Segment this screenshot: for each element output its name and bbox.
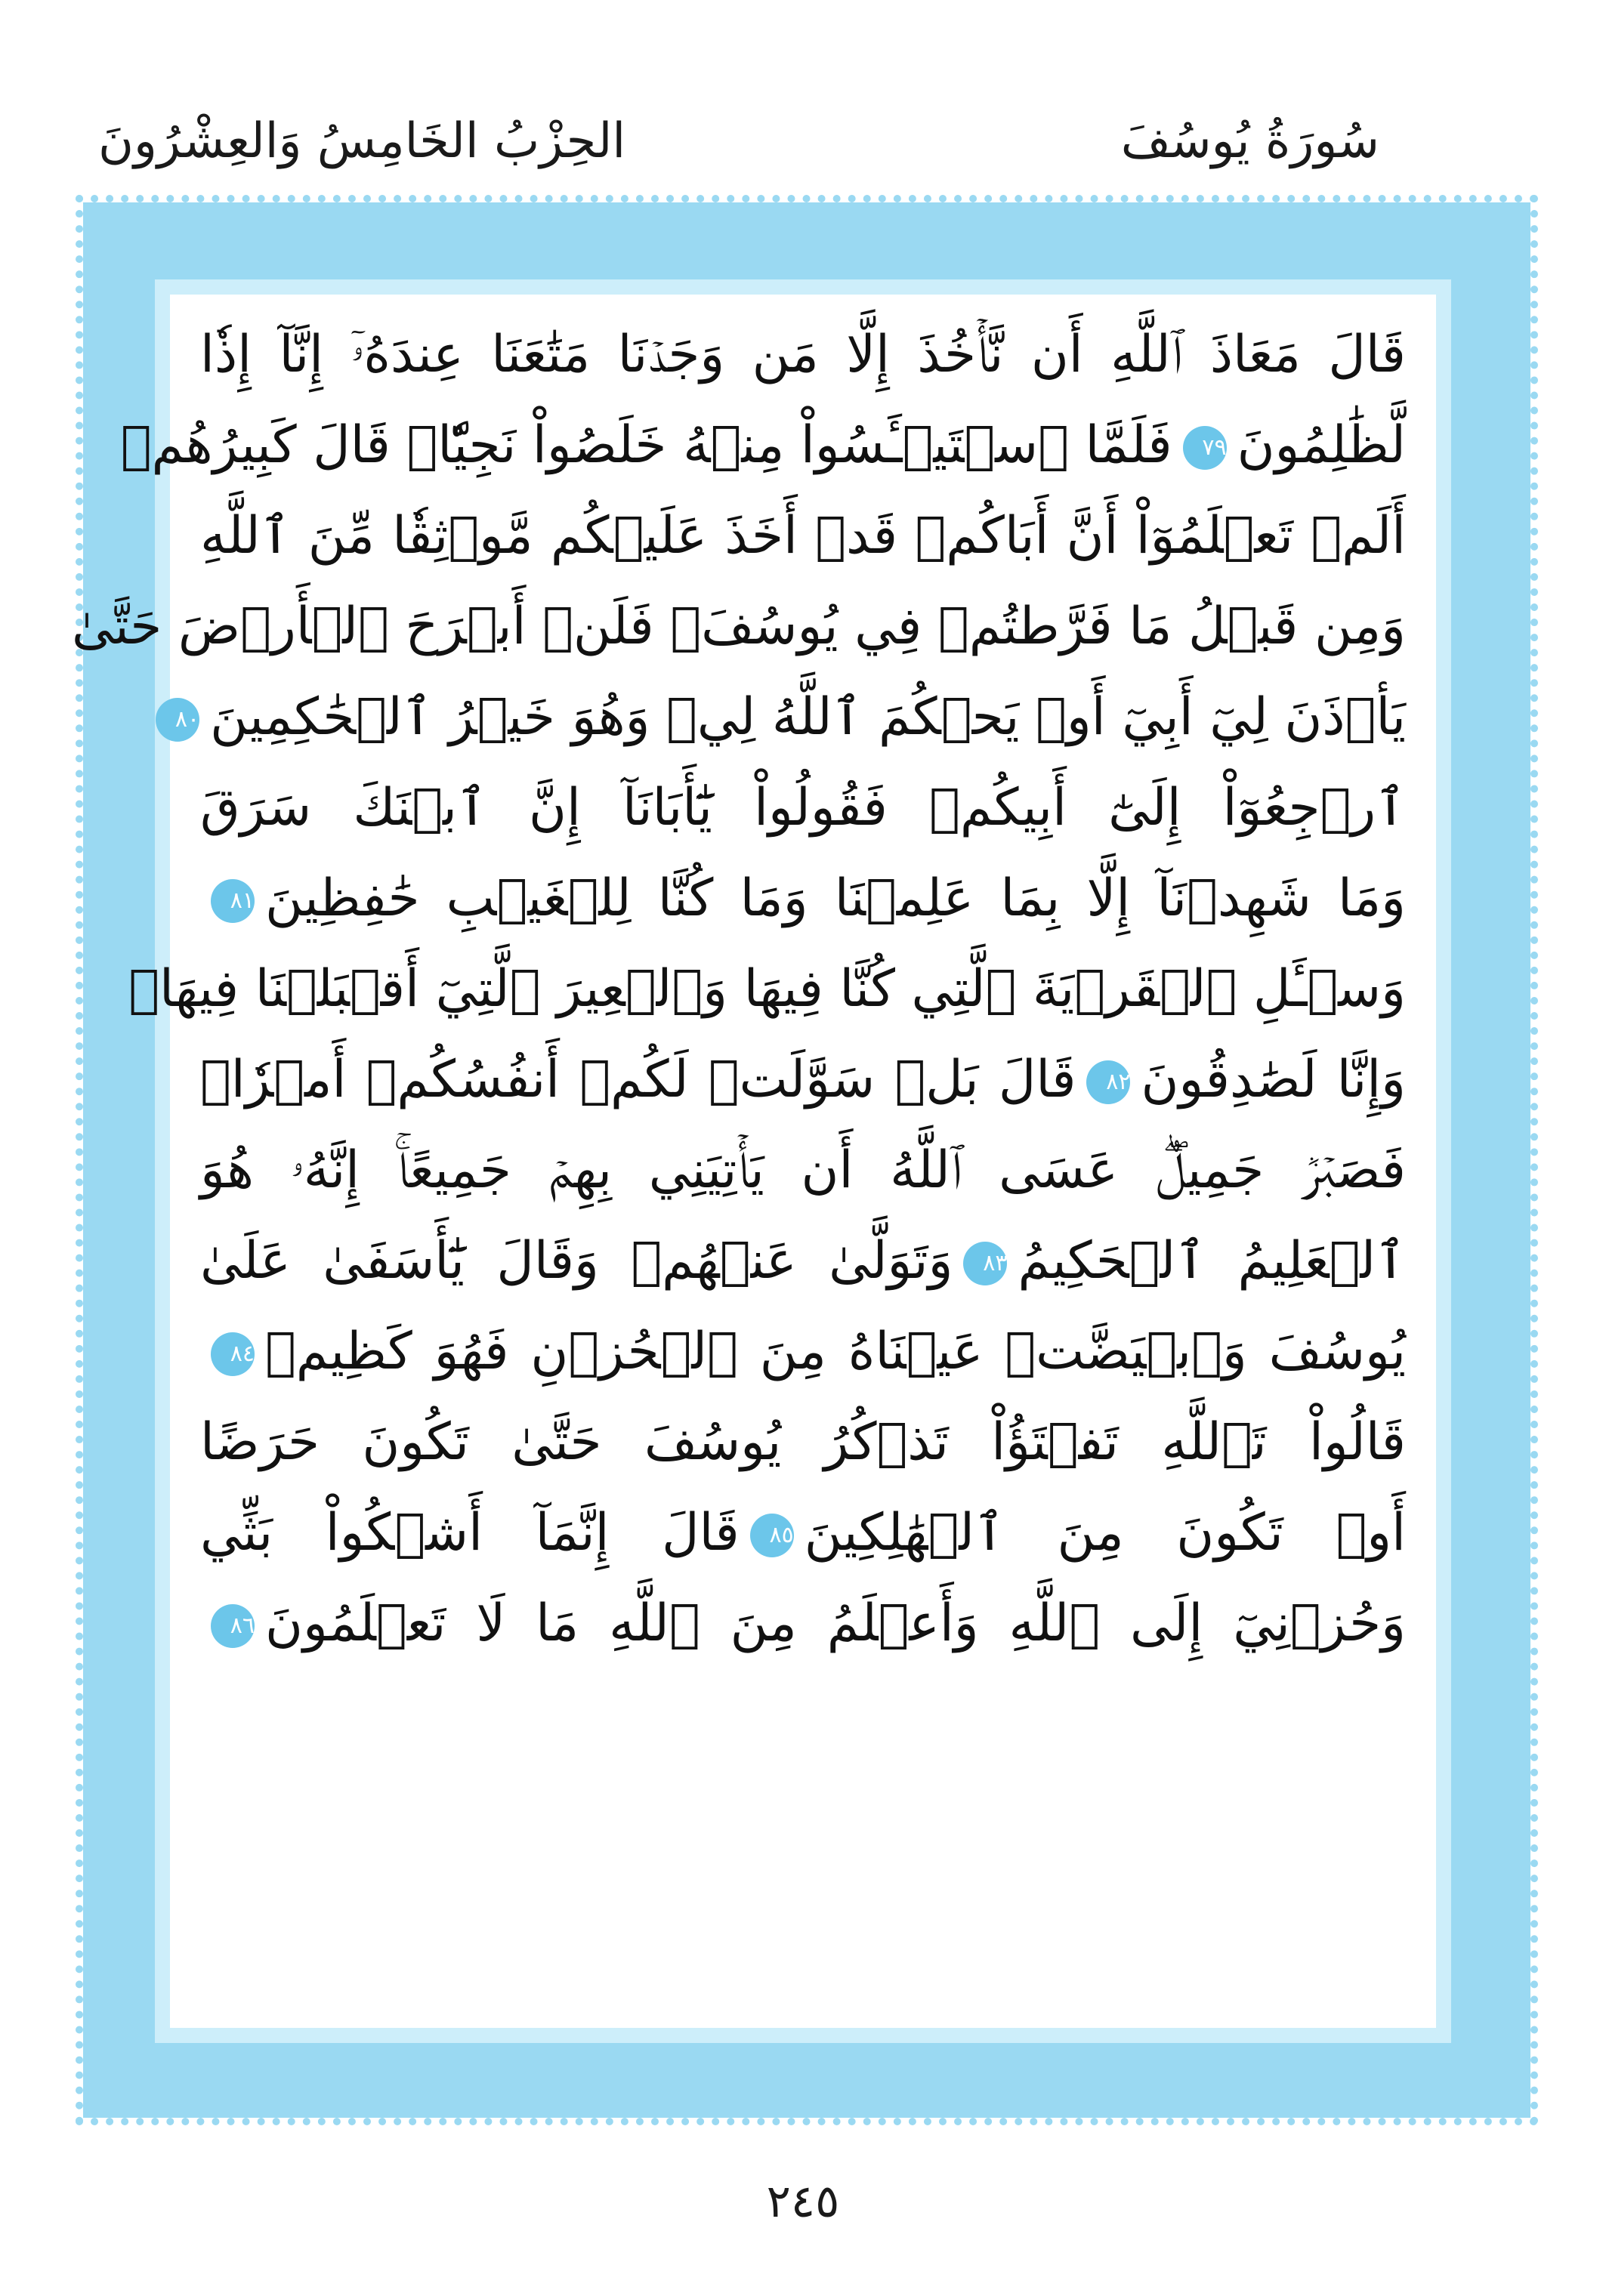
text-line-5 [174, 672, 1406, 763]
text-line-3 [200, 491, 1406, 582]
line-text: يُوسُفَ وَٱبۡيَضَّتۡ عَيۡنَاهُ مِنَ ٱلۡحُزۡنِ فَهُوَ كَظِيمٞ [265, 1322, 1406, 1381]
line-text: قَالُواْ تَٱللَّهِ تَفۡتَؤُاْ تَذۡكُرُ يُوسُفَ حَتَّىٰ تَكُونَ حَرَضًا [200, 1412, 1406, 1472]
line-text-continued: قَالَ بَلۡ سَوَّلَتۡ لَكُمۡ أَنفُسُكُمۡ أَمۡرٗاۖ [200, 1050, 1076, 1109]
text-line-12 [200, 1307, 1406, 1397]
text-line-9 [200, 1035, 1406, 1125]
line-text: يَأۡذَنَ لِيٓ أَبِيٓ أَوۡ يَحۡكُمَ ٱللَّهُ لِيۖ وَهُوَ خَيۡرُ ٱلۡحَٰكِمِينَ [210, 687, 1406, 747]
line-text: قَالَ مَعَاذَ ٱللَّهِ أَن نَّأۡخُذَ إِلَّا مَن وَجَدۡنَا مَتَٰعَنَا عِندَهُۥٓ إِنَّآ إِذٗا [200, 325, 1406, 384]
line-text-continued: وَتَوَلَّىٰ عَنۡهُمۡ وَقَالَ يَٰٓأَسَفَىٰ عَلَىٰ [200, 1231, 953, 1291]
text-line-2 [120, 400, 1406, 491]
text-line-7 [200, 853, 1406, 944]
line-text: وَسۡـَٔلِ ٱلۡقَرۡيَةَ ٱلَّتِي كُنَّا فِيهَا وَٱلۡعِيرَ ٱلَّتِيٓ أَقۡبَلۡنَا فِيهَاۖ [128, 959, 1406, 1019]
line-text: لَّظَٰلِمُونَ [1237, 415, 1406, 475]
text-line-4 [72, 582, 1406, 672]
text-line-8 [128, 944, 1406, 1035]
text-line-14 [200, 1488, 1406, 1578]
text-line-6 [200, 763, 1406, 853]
line-text: وَمَا شَهِدۡنَآ إِلَّا بِمَا عَلِمۡنَا وَمَا كُنَّا لِلۡغَيۡبِ حَٰفِظِينَ [265, 869, 1406, 928]
text-line-11 [200, 1216, 1406, 1307]
ayah-number-marker: ٨٣ [963, 1242, 1007, 1285]
ayah-number-marker: ٨٢ [1086, 1060, 1130, 1104]
ayah-number-marker: ٨٠ [156, 698, 199, 742]
line-text: أَلَمۡ تَعۡلَمُوٓاْ أَنَّ أَبَاكُمۡ قَدۡ أَخَذَ عَلَيۡكُم مَّوۡثِقٗا مِّنَ ٱللَّهِ [200, 506, 1406, 566]
hizb-title: الحِزْبُ الخَامِسُ وَالعِشْرُونَ [98, 113, 626, 169]
text-line-13 [200, 1397, 1406, 1488]
ayah-number-marker: ٨١ [211, 879, 255, 923]
line-text: ٱرۡجِعُوٓاْ إِلَىٰٓ أَبِيكُمۡ فَقُولُواْ يَٰٓأَبَانَآ إِنَّ ٱبۡنَكَ سَرَقَ [200, 778, 1406, 838]
ayah-number-marker: ٨٤ [211, 1332, 255, 1376]
text-line-10 [200, 1125, 1406, 1216]
line-text: وَحُزۡنِيٓ إِلَى ٱللَّهِ وَأَعۡلَمُ مِنَ ٱللَّهِ مَا لَا تَعۡلَمُونَ [265, 1594, 1406, 1653]
ayah-number-marker: ٨٦ [211, 1604, 255, 1648]
line-text: أَوۡ تَكُونَ مِنَ ٱلۡهَٰلِكِينَ [804, 1503, 1406, 1563]
ayah-number-marker: ٧٩ [1183, 426, 1227, 470]
line-text: فَصَبۡرٞ جَمِيلٌۖ عَسَى ٱللَّهُ أَن يَأۡتِيَنِي بِهِمۡ جَمِيعًاۚ إِنَّهُۥ هُوَ [200, 1140, 1406, 1200]
ayah-number-marker: ٨٥ [750, 1514, 794, 1557]
line-text-continued: قَالَ إِنَّمَآ أَشۡكُواْ بَثِّي [200, 1503, 740, 1563]
line-text-continued: فَلَمَّا ٱسۡتَيۡـَٔسُواْ مِنۡهُ خَلَصُواْ نَجِيّٗاۖ قَالَ كَبِيرُهُمۡ [120, 415, 1172, 475]
text-line-15 [200, 1578, 1406, 1669]
line-text: وَمِن قَبۡلُ مَا فَرَّطتُمۡ فِي يُوسُفَۖ فَلَنۡ أَبۡرَحَ ٱلۡأَرۡضَ حَتَّىٰ [72, 597, 1406, 656]
line-text: وَإِنَّا لَصَٰدِقُونَ [1141, 1050, 1406, 1109]
page-number: ٢٤٥ [766, 2175, 840, 2228]
line-text: ٱلۡعَلِيمُ ٱلۡحَكِيمُ [1018, 1231, 1406, 1291]
quran-text-panel [72, 295, 1436, 2028]
text-line-1 [200, 310, 1406, 400]
surah-title: سُورَةُ يُوسُفَ [1120, 113, 1379, 169]
